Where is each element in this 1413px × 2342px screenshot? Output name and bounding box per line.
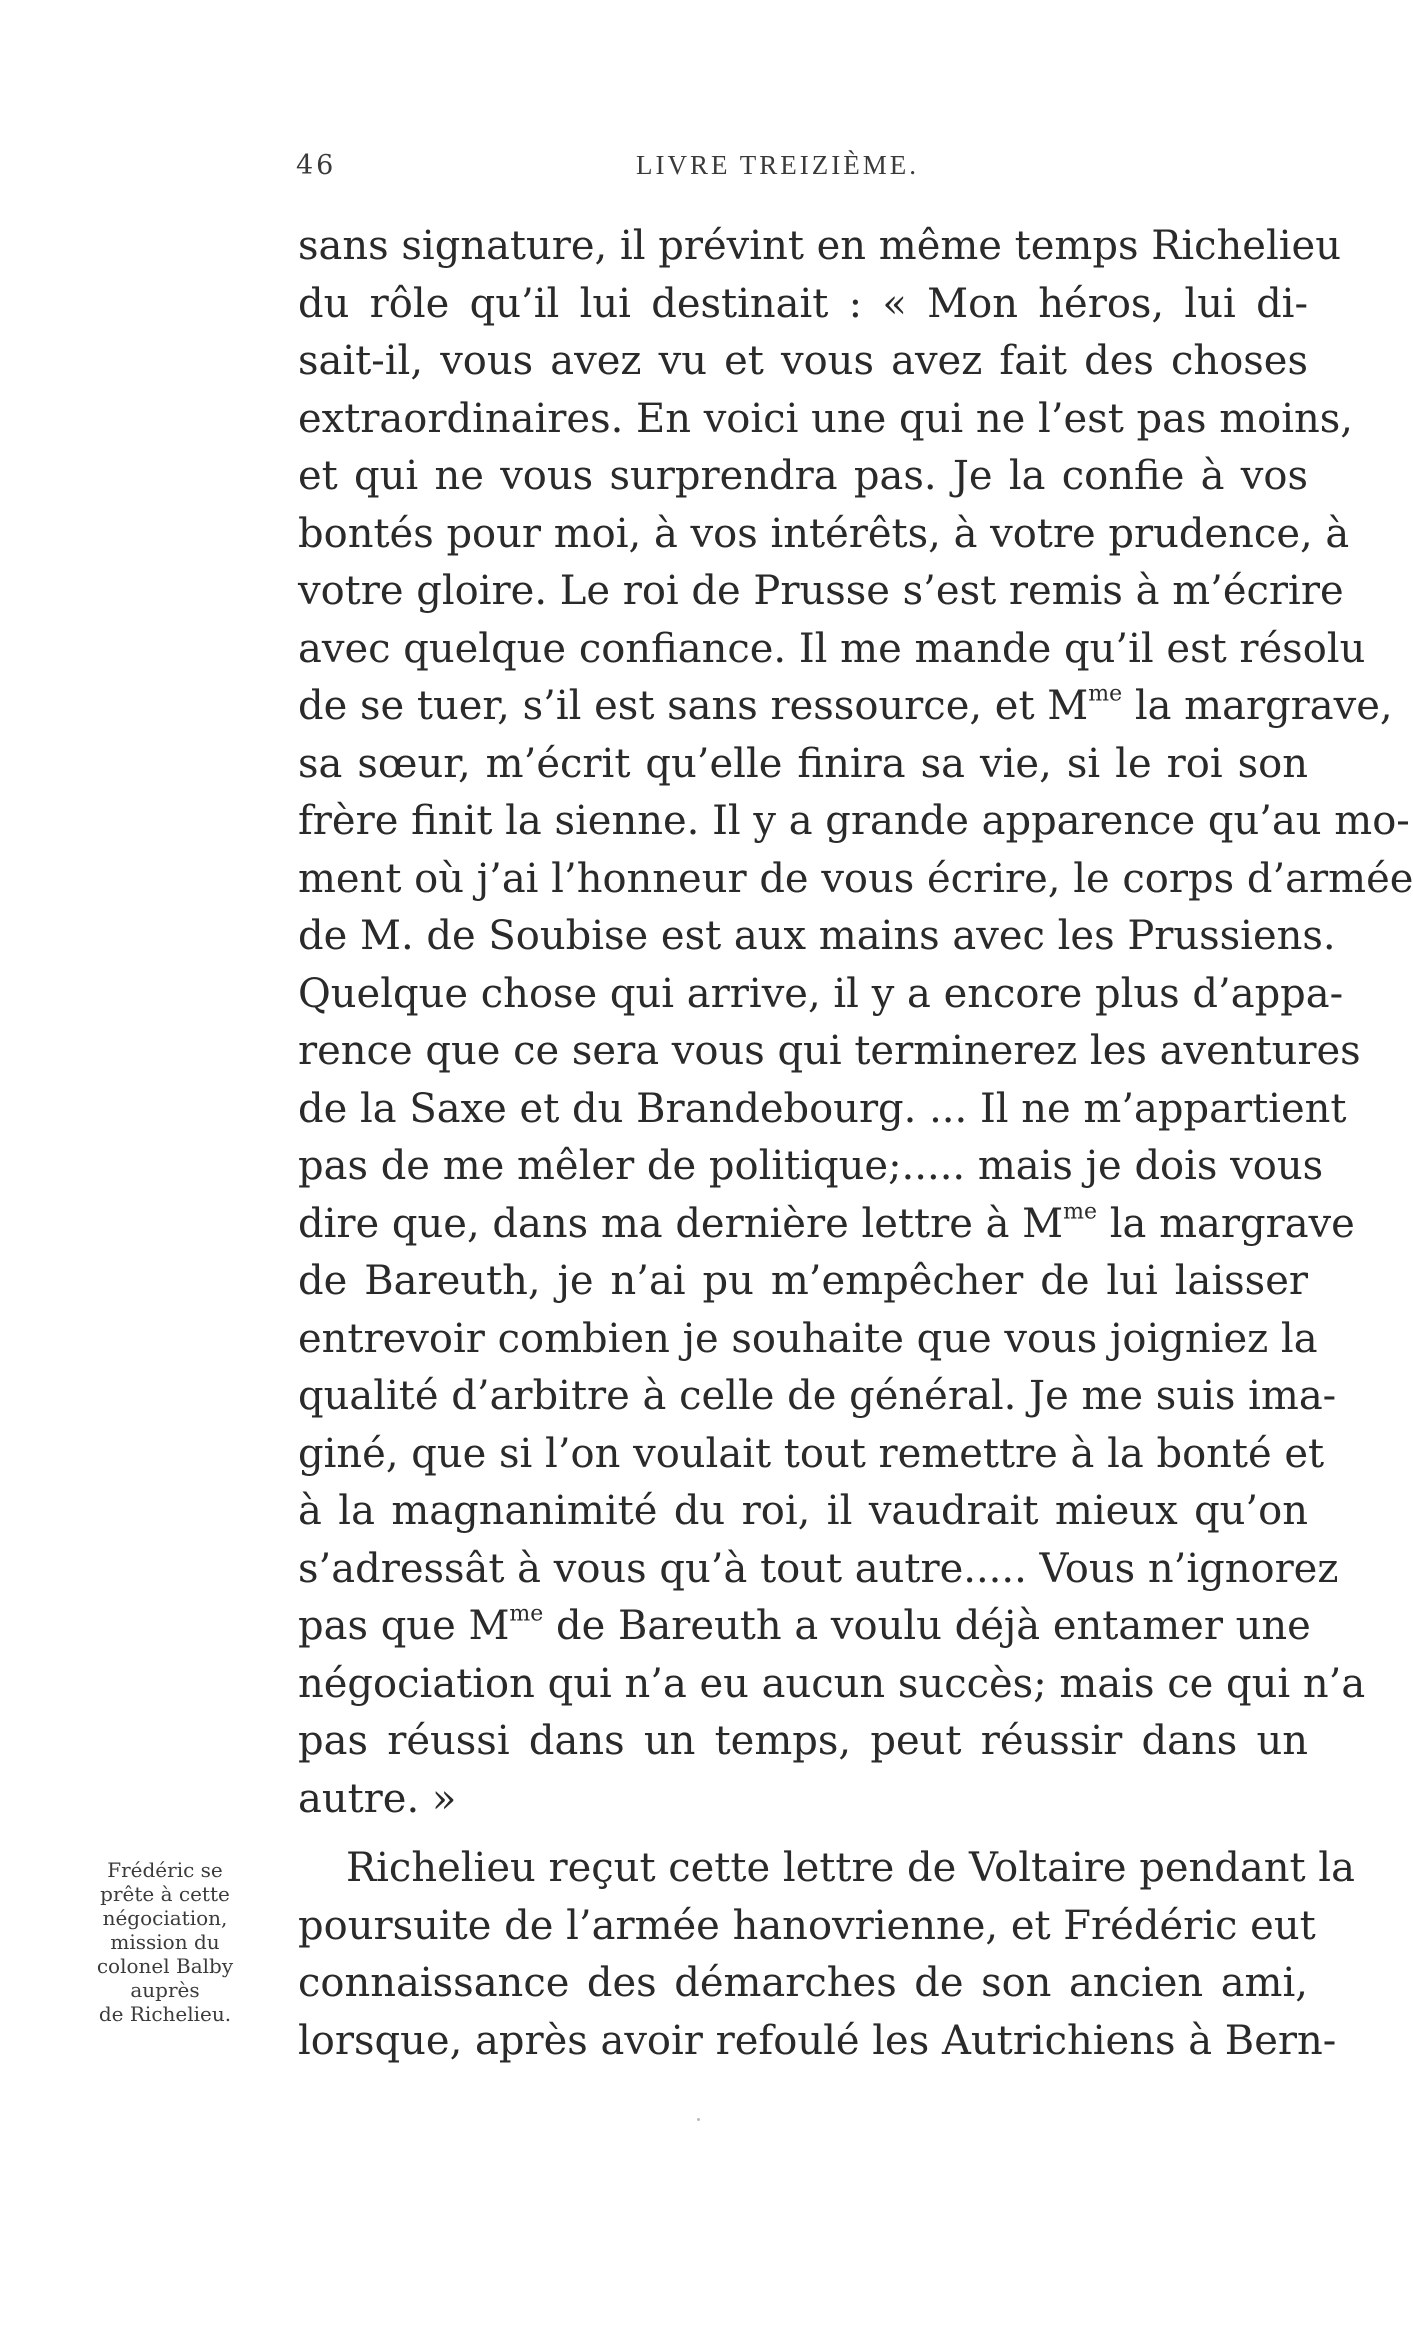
margin-note-line: prête à cette — [100, 1882, 230, 1906]
text-line: entrevoir combien je souhaite que vous joigniez la — [298, 1315, 1318, 1362]
text-line: poursuite de l’armée hanovrienne, et Frédéric eut — [298, 1902, 1316, 1949]
text-line: négociation qui n’a eu aucun succès; mais ce qui n’a — [298, 1660, 1366, 1707]
text-line: de la Saxe et du Brandebourg. ... Il ne m’appartient — [298, 1085, 1347, 1132]
text-line: sa sœur, m’écrit qu’elle finira sa vie, si le roi son — [298, 740, 1308, 787]
margin-note-line: colonel Balby — [96, 1954, 234, 1978]
text-line: extraordinaires. En voici une qui ne l’est pas moins, — [298, 395, 1354, 442]
text-line: lorsque, après avoir refoulé les Autrichiens à Bern- — [298, 2017, 1337, 2064]
text-line: Richelieu reçut cette lettre de Voltaire pendant la — [346, 1845, 1355, 1891]
text-line: bontés pour moi, à vos intérêts, à votre prudence, à — [298, 510, 1350, 557]
margin-note-line: mission du — [110, 1930, 220, 1954]
text-line: Quelque chose qui arrive, il y a encore plus d’appa- — [298, 970, 1344, 1017]
text-line: de M. de Soubise est aux mains avec les Prussiens. — [298, 913, 1336, 959]
text-line: de se tuer, s’il est sans ressource, et $M^{me}$ la margrave, — [298, 681, 1393, 729]
text-line: sait-il, vous avez vu et vous avez fait des choses — [298, 338, 1308, 384]
text-line: sans signature, il prévint en même temps Richelieu — [298, 223, 1341, 269]
margin-note — [70, 1858, 260, 2026]
text-line: rence que ce sera vous qui terminerez les aventures — [298, 1028, 1361, 1074]
text-line: qualité d’arbitre à celle de général. Je me suis ima- — [298, 1373, 1337, 1419]
running-header — [296, 150, 1306, 190]
text-line: dire que, dans ma dernière lettre à $M^{me}$ la margrave — [298, 1198, 1355, 1247]
text-line: s’adressât à vous qu’à tout autre..... Vous n’ignorez — [298, 1545, 1339, 1592]
text-line: à la magnanimité du roi, il vaudrait mieux qu’on — [298, 1488, 1308, 1534]
margin-note-line: Frédéric se — [107, 1858, 223, 1882]
text-line: pas réussi dans un temps, peut réussir dans un — [298, 1718, 1308, 1764]
text-line: ment où j’ai l’honneur de vous écrire, le corps d’armée — [298, 855, 1413, 902]
text-line: giné, que si l’on voulait tout remettre à la bonté et — [298, 1430, 1325, 1477]
text-line: pas de me mêler de politique;..... mais je dois vous — [298, 1143, 1324, 1189]
print-speck — [697, 2118, 700, 2121]
text-line: pas que $M^{me}$ de Bareuth a voulu déjà entamer une — [298, 1601, 1311, 1649]
text-line: autre. » — [298, 1775, 457, 1822]
running-title: LIVRE TREIZIÈME. — [636, 150, 919, 180]
text-line: et qui ne vous surprendra pas. Je la confie à vos — [298, 453, 1308, 499]
text-line: de Bareuth, je n’ai pu m’empêcher de lui laisser — [298, 1258, 1308, 1304]
margin-note-line: de Richelieu. — [98, 2002, 232, 2026]
paragraph-gap — [298, 1828, 1308, 1840]
margin-note-line: négociation, — [102, 1906, 228, 1930]
text-line: votre gloire. Le roi de Prusse s’est remis à m’écrire — [298, 568, 1344, 614]
text-line: avec quelque confiance. Il me mande qu’il est résolu — [298, 625, 1366, 672]
main-text — [298, 218, 1413, 2070]
text-line: du rôle qu’il lui destinait : « Mon héros, lui di- — [298, 280, 1308, 327]
page-number: 46 — [296, 150, 337, 181]
text-line: frère finit la sienne. Il y a grande apparence qu’au mo- — [298, 798, 1410, 844]
margin-note-line: auprès — [130, 1978, 200, 2002]
text-line: connaissance des démarches de son ancien ami, — [298, 1960, 1308, 2006]
